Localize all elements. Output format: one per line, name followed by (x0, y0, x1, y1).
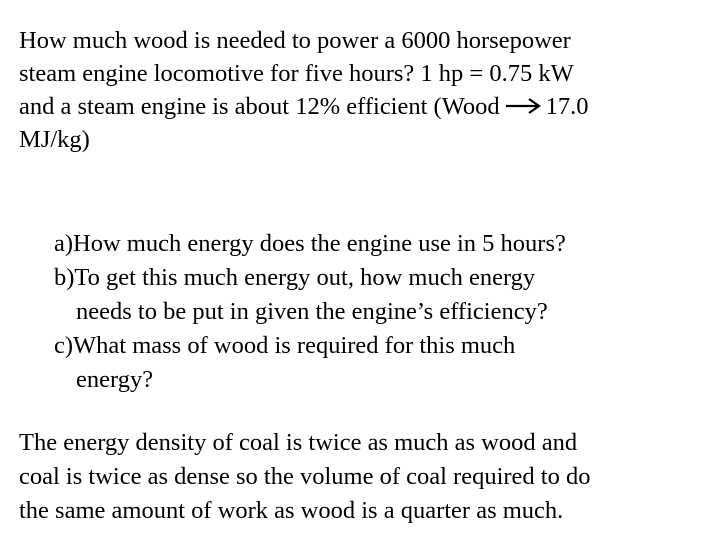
question-c-continuation: energy? (76, 366, 154, 393)
problem-line-4: MJ/kg) (19, 126, 90, 153)
question-b (54, 261, 704, 329)
problem-line-3-text: and a steam engine is about 12% efficient (Wood (19, 93, 500, 120)
question-a-line: a)How much energy does the engine use in 5 hours? (54, 230, 566, 257)
wood-energy-density: 17.0 (545, 93, 589, 120)
question-a (54, 227, 704, 261)
question-b-continuation: needs to be put in given the engine’s efficiency? (76, 298, 548, 325)
note-line-1: The energy density of coal is twice as much as wood and (19, 429, 578, 456)
question-b-line: b)To get this much energy out, how much energy (54, 264, 536, 291)
problem-line-1: How much wood is needed to power a 6000 horsepower (19, 27, 571, 54)
question-c (54, 329, 704, 397)
note-line-2: coal is twice as dense so the volume of coal required to do (19, 463, 591, 490)
problem-statement (19, 24, 709, 156)
right-arrow-icon (502, 96, 544, 116)
problem-line-2: steam engine locomotive for five hours? 1 hp = 0.75 kW (19, 60, 574, 87)
question-c-line: c)What mass of wood is required for this much (54, 332, 516, 359)
note-line-3: the same amount of work as wood is a quarter as much. (19, 497, 564, 524)
question-list (54, 227, 704, 397)
problem-line-3 (19, 90, 709, 123)
coal-note (19, 426, 709, 528)
